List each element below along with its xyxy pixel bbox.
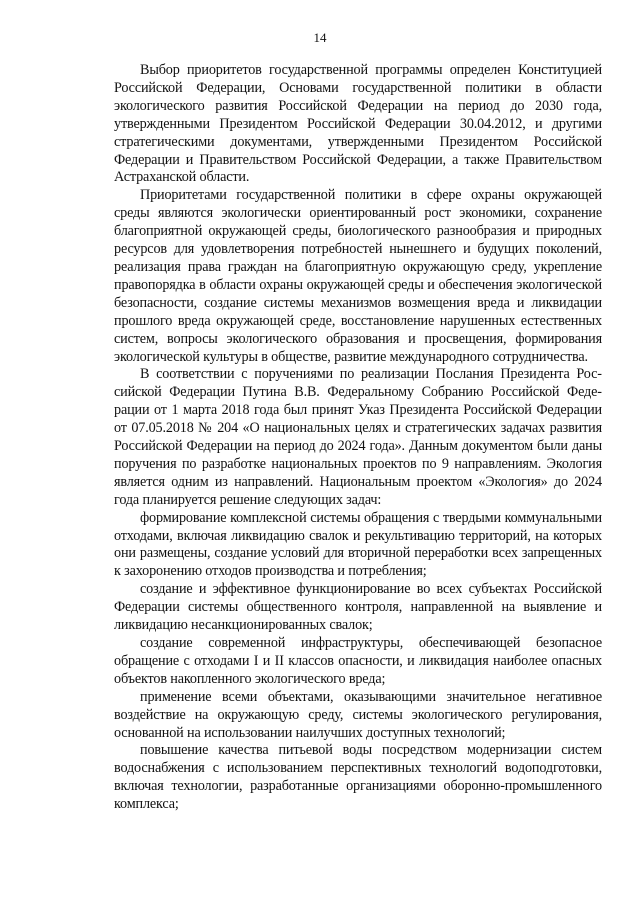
task-item-environmental-regulation: применение всеми объектами, оказывающими значительное негативное воздействие на окружающую среду, системы экологического регулирования, основанной на использовании наилучших доступных технологий; (114, 688, 602, 741)
page-number: 14 (313, 30, 327, 45)
paragraph-national-projects: В соответствии с поручениями по реализации Послания Президента Российской Федерации Путина В.В. Федеральному Собранию Российской Федерации от 1 марта 2018 года был принят Указ Президента Российской Федерации от 07.05.2018 № 204 «О национальных целях и стратегических задачах развития Российской Федерации на период до 2024 года». Данным документом были даны поручения по разработке национальных проектов по 9 направлениям. Экология является одним из направлений. Национальным проектом «Экология» до 2024 года планируется решение следующих задач: (114, 366, 602, 508)
document-body (114, 62, 602, 814)
paragraph-priorities-selection: Выбор приоритетов государственной программы определен Конституцией Российской Федерации, Основами государственной политики в области экологического развития Российской Федерации на период до 2030 года, утвержденными Президентом Российской Федерации 30.04.2012, и другими стратегическими документами, утвержденными Президентом Российской Федерации и Правительством Российской Федерации, а также Правительством Астраханской области. (114, 62, 602, 186)
task-item-drinking-water: повышение качества питьевой воды посредством модернизации систем водоснабжения с использованием перспективных технологий водоподготовки, включая технологии, разработанные организациями оборонно-промышленного комплекса; (114, 742, 602, 813)
task-item-waste-management: формирование комплексной системы обращения с твердыми коммунальными отходами, включая ликвидацию свалок и рекультивацию территорий, на которых они размещены, создание условий для вторичной переработки всех запрещенных к захоронению отходов производства и потребления; (114, 509, 602, 580)
task-item-public-control: создание и эффективное функционирование во всех субъектах Российской Федерации системы общественного контроля, направленной на выявление и ликвидацию несанкционированных свалок; (114, 581, 602, 634)
paragraph-policy-priorities: Приоритетами государственной политики в сфере охраны окружающей среды являются экологически ориентированный рост экономики, сохранение благоприятной окружающей среды, биологического разнообразия и природных ресурсов для удовлетворения потребностей нынешнего и будущих поколений, реализация права граждан на благоприятную окружающую среду, укрепление правопорядка в области охраны окружающей среды и обеспечения экологической безопасности, создание системы механизмов возмещения вреда и ликвидации прошлого вреда окружающей среде, восстановление нарушенных естественных систем, вопросы экологического образования и просвещения, формирования экологической культуры в обществе, развитие международного сотрудничества. (114, 187, 602, 365)
task-item-hazardous-waste-infrastructure: создание современной инфраструктуры, обеспечивающей безопасное обращение с отходами I и II классов опасности, и ликвидация наиболее опасных объектов накопленного экологического вреда; (114, 635, 602, 687)
